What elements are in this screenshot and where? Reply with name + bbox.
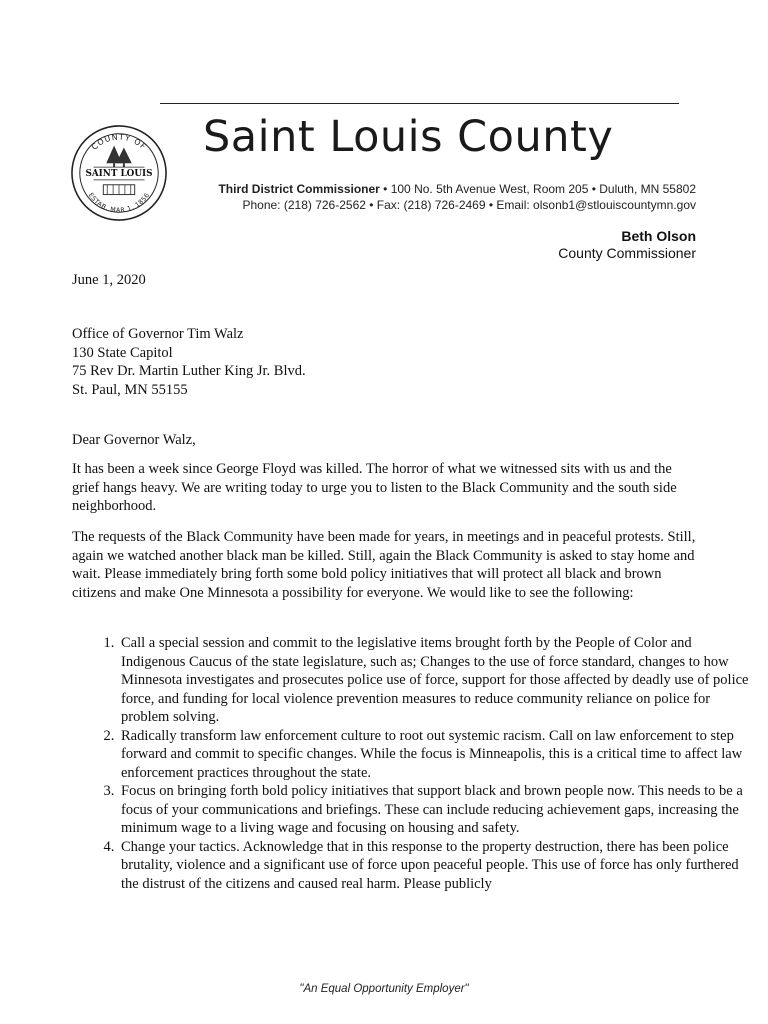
body-paragraph: It has been a week since George Floyd was killed. The horror of what we witnessed sits with us and the grief hangs heavy. We are writing today to urge you to listen to the Black Community and the south side neighborhood.	[72, 461, 677, 514]
contact-block	[218, 181, 696, 213]
request-item: 3. Focus on bringing forth bold policy initiatives that support black and brown people now. This needs to be a focus of your communications and briefings. These can include reducing achievement gaps, increasing the minimum wage to a living wage and focusing on housing and safety.	[118, 782, 750, 838]
footer-tagline: "An Equal Opportunity Employer"	[299, 983, 469, 995]
seal-bottom-text: ESTAB. MAR 1, 1856	[86, 191, 152, 215]
commissioner-title: County Commissioner	[558, 245, 696, 261]
body-paragraph: The requests of the Black Community have been made for years, in meetings and in peaceful protests. Still, again we watched another black man be killed. Still, again the Black Community is asked to stay home and wait. Please immediately bring forth some bold policy initiatives that will protect all black and brown citizens and make One Minnesota a possibility for everyone. We would like to see the following:	[72, 529, 696, 601]
commissioner-block	[558, 228, 696, 262]
seal-top-text: COUNTY OF	[89, 132, 149, 152]
phone-fax-email-line: Phone: (218) 726-2562 • Fax: (218) 726-2469 • Email: olsonb1@stlouiscountymn.gov	[242, 198, 696, 212]
request-item: 1. Call a special session and commit to the legislative items brought forth by the People of Color and Indigenous Caucus of the state legislature, such as; Changes to the use of force standard, changes to how Minnesota investigates and prosecutes police use of force, support for those affected by deadly use of police force, and funding for local violence prevention measures to reduce community reliance on police for problem solving.	[118, 634, 750, 727]
letter-date: June 1, 2020	[72, 272, 146, 288]
address-line: Office of Governor Tim Walz	[72, 326, 244, 342]
request-item: 2. Radically transform law enforcement culture to root out systemic racism. Call on law enforcement to step forward and commit to specific changes. While the focus is Minneapolis, this is a critical time to affect law enforcement practices throughout the state.	[118, 727, 750, 783]
address-line: 130 State Capitol	[72, 344, 173, 361]
recipient-address	[72, 325, 702, 399]
requests-list	[72, 634, 750, 893]
seal-center-text: SAINT LOUIS	[85, 168, 153, 179]
address-line: 75 Rev Dr. Martin Luther King Jr. Blvd.	[72, 363, 306, 379]
commissioner-name: Beth Olson	[621, 228, 696, 244]
office-line	[218, 181, 696, 197]
request-item: 4. Change your tactics. Acknowledge that in this response to the property destruction, there has been police brutality, violence and a significant use of force upon peaceful people. This use of force has only furthered the distrust of the citizens and caused real harm. Please publicly	[118, 838, 750, 894]
header-rule	[160, 103, 679, 104]
salutation: Dear Governor Walz,	[72, 432, 196, 448]
office-address: • 100 No. 5th Avenue West, Room 205 • Duluth, MN 55802	[379, 182, 696, 196]
office-label: Third District Commissioner	[218, 182, 380, 196]
address-line: St. Paul, MN 55155	[72, 381, 188, 398]
county-title: Saint Louis County	[203, 112, 614, 162]
county-seal-icon	[70, 124, 168, 222]
svg-text:COUNTY OF	[90, 132, 148, 151]
